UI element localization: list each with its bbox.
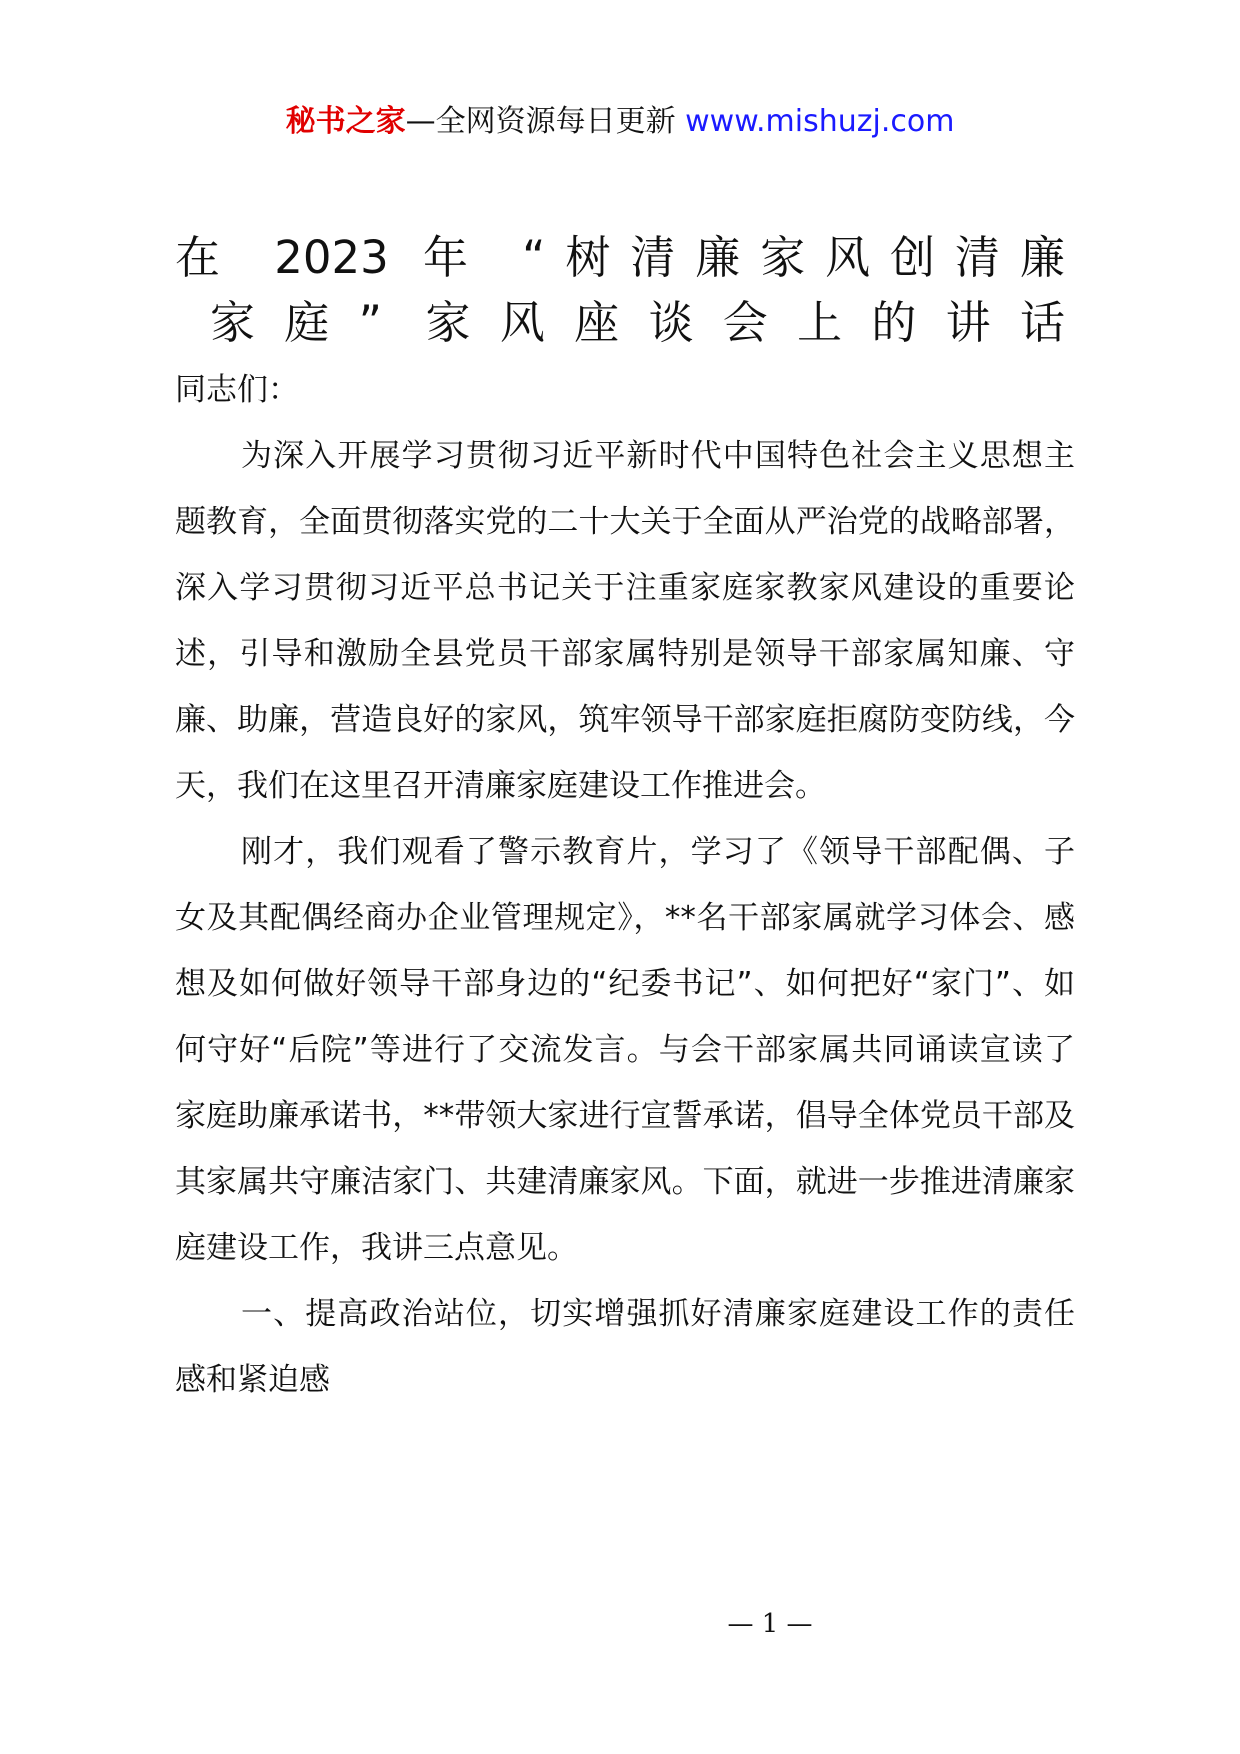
document-body — [175, 365, 1075, 1413]
site-header — [0, 100, 1240, 144]
site-url-link[interactable]: www.mishuzj.com — [685, 104, 955, 139]
page-number: — 1 — — [727, 1609, 813, 1639]
brand-name[interactable]: 秘书之家 — [285, 104, 406, 139]
salutation: 同志们： — [175, 372, 299, 408]
header-tagline: —全网资源每日更新 — [405, 104, 676, 139]
paragraph: 为深入开展学习贯彻习近平新时代中国特色社会主义思想主题教育，全面贯彻落实党的二十大关于全面从严治党的战略部署，深入学习贯彻习近平总书记关于注重家庭家教家风建设的重要论述，引导和激励全县党员干部家属特别是领导干部家属知廉、守廉、助廉，营造良好的家风，筑牢领导干部家庭拒腐防变防线，今天，我们在这里召开清廉家庭建设工作推进会。 — [175, 438, 1075, 804]
paragraph: 刚才，我们观看了警示教育片，学习了《领导干部配偶、子女及其配偶经商办企业管理规定》，**名干部家属就学习体会、感想及如何做好领导干部身边的“纪委书记”、如何把好“家门”、如何守好“后院”等进行了交流发言。与会干部家属共同诵读宣读了家庭助廉承诺书，**带领大家进行宣誓承诺，倡导全体党员干部及其家属共守廉洁家门、共建清廉家风。下面，就进一步推进清廉家庭建设工作，我讲三点意见。 — [175, 834, 1075, 1266]
document-title-line-2: 家庭” 家风座谈会上的讲话 — [210, 296, 1065, 349]
section-heading: 一、提高政治站位，切实增强抓好清廉家庭建设工作的责任感和紧迫感 — [175, 1296, 1075, 1398]
document-title-line-1: 在 2023 年 “树清廉家风创清廉 — [175, 231, 1065, 284]
